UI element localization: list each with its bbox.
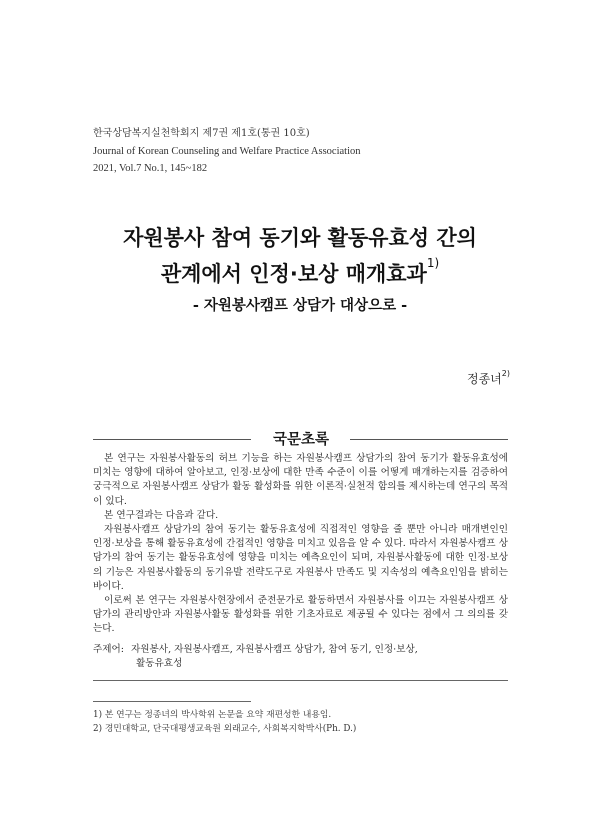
abstract-paragraph: 자원봉사캠프 상담가의 참여 동기는 활동유효성에 직접적인 영향을 줄 뿐만 아니라 매개변인인 인정·보상을 통해 활동유효성에 간접적인 영향을 미치고 있음을 알 수 있다. 따라서 자원봉사캠프 상담가의 참여 동기는 활동유효성에 영향을 미치는 예측요인이 되며, 자원봉사활동에 대한 인정·보상의 기능은 자원봉사활동의 동기유발 전략도구로 자원봉사 만족도 및 지속성의 예측요인임을 밝히는 바이다. — [93, 524, 508, 592]
paper-subtitle: - 자원봉사캠프 상담가 대상으로 - — [192, 298, 408, 314]
abstract-body — [93, 452, 508, 637]
keywords — [93, 643, 508, 671]
author-name: 정종녀 — [467, 372, 502, 386]
abstract-rule-left — [93, 439, 251, 440]
abstract-paragraph: 본 연구결과는 다음과 같다. — [104, 509, 219, 521]
abstract-end-rule — [93, 680, 508, 681]
journal-name-english: Journal of Korean Counseling and Welfare Practice Association — [93, 146, 361, 157]
paper-title-line2: 관계에서 인정·보상 매개효과 — [160, 262, 427, 286]
keywords-list-2: 활동유효성 — [136, 658, 183, 670]
footnote-separator — [93, 701, 251, 702]
author — [467, 370, 510, 387]
footnote-1: 1) 본 연구는 정종녀의 박사학위 논문을 요약 재편성한 내용임. — [93, 710, 332, 720]
footnote-2: 2) 경민대학교, 단국대평생교육원 외래교수, 사회복지학박사(Ph. D.) — [93, 724, 357, 734]
keywords-line1 — [93, 643, 508, 657]
journal-volume-info: 2021, Vol.7 No.1, 145~182 — [93, 163, 208, 174]
abstract-paragraph: 본 연구는 자원봉사활동의 허브 기능을 하는 자원봉사캠프 상담가의 참여 동기가 활동유효성에 미치는 영향에 대하여 알아보고, 인정·보상에 대한 만족 수준이 이를 어떻게 매개하는지를 검증하여 궁극적으로 자원봉사캠프 상담가 활동 활성화를 위한 이론적·실천적 함의를 제시하는데 연구의 목적이 있다. — [93, 453, 508, 507]
keywords-label: 주제어: — [93, 644, 125, 655]
author-footnote-mark: 2) — [501, 369, 510, 378]
abstract-rule-right — [350, 439, 508, 440]
keywords-list-1: 자원봉사, 자원봉사캠프, 자원봉사캠프 상담가, 참여 동기, 인정·보상, — [131, 644, 418, 655]
abstract-paragraph: 이로써 본 연구는 자원봉사현장에서 준전문가로 활동하면서 자원봉사를 이끄는 자원봉사캠프 상담가의 관리방안과 자원봉사활동 활성화를 위한 기초자료로 제공될 수 있다는 점에서 그 의의를 갖는다. — [93, 595, 508, 635]
abstract-heading: 국문초록 — [272, 432, 330, 448]
paper-title-line1: 자원봉사 참여 동기와 활동유효성 간의 — [123, 226, 477, 250]
journal-name-korean: 한국상담복지실천학회지 제7권 제1호(통권 10호) — [93, 128, 310, 139]
paper-title-line2-wrap — [0, 258, 600, 288]
title-footnote-mark: 1) — [426, 256, 440, 270]
